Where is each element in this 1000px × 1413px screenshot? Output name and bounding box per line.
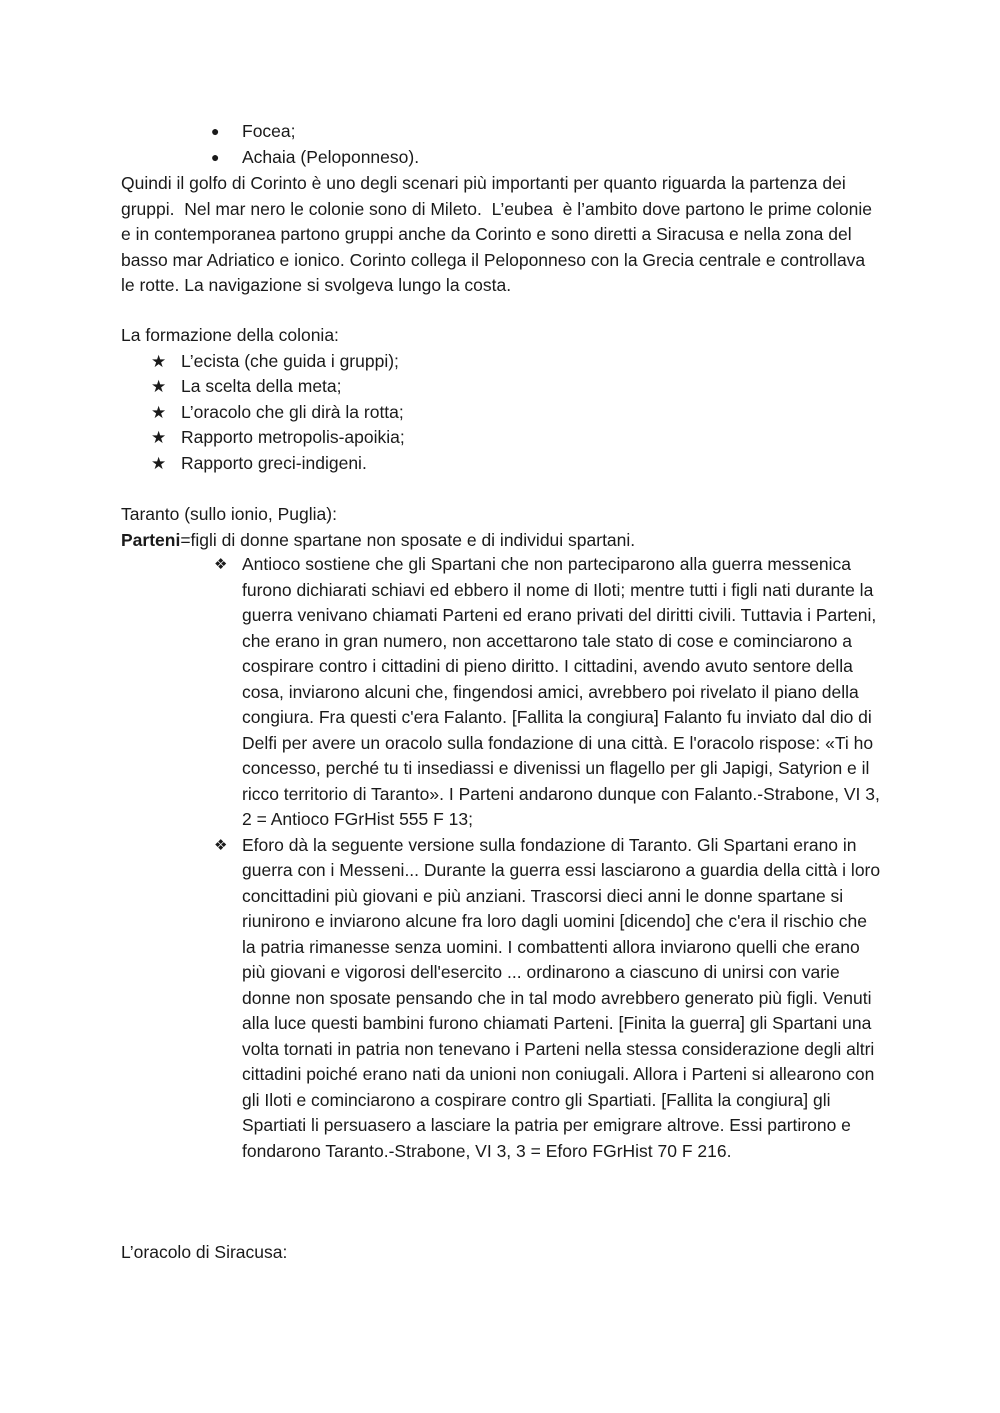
list-item: ★ Rapporto metropolis-apoikia; (121, 425, 891, 451)
diamond-bullet-icon: ❖ (214, 556, 228, 573)
list-item: ★ L’ecista (che guida i gruppi); (121, 349, 891, 375)
diamond-bullet-icon: ❖ (214, 836, 228, 854)
bullet-dot-icon: ● (211, 148, 220, 165)
list-item: ★ La scelta della meta; (121, 374, 891, 400)
parteni-definition: Parteni=figli di donne spartane non sposate e di individui spartani. (121, 529, 636, 550)
quote-eforo: ❖ Eforo dà la seguente versione sulla fondazione di Taranto. Gli Spartani erano in guerra con i Messeni... Durante la guerra essi lasciarono a guardia della città i loro concittadini più giovani e più anziani. Trascorsi dieci anni le donne spartane si riunirono e inviarono alcune fra loro dagli uomini [dicendo] che c'era il rischio che la patria rimanesse senza uomini. I combattenti allora inviarono quelli che erano più giovani e vigorosi dell'esercito ... ordinarono a ciascuno di unirsi con varie donne non sposate pensando che in tal modo avrebbero generato più figli. Venuti alla luce questi bambini furono chiamati Parteni. [Finita la guerra] gli Spartani una volta tornati in patria non tenevano i Parteni nella stessa considerazione degli altri cittadini poiché erano nati da unioni non coniugali. Allora i Parteni si allearono con gli Iloti e cominciarono a cospirare contro gli Spartiati. [Fallita la congiura] gli Spartiati li persuasero a lasciare la patria per emigrare altrove. Essi partirono e fondarono Taranto.-Strabone, VI 3, 3 = Eforo FGrHist 70 F 216. (214, 834, 881, 1161)
intro-paragraph: Quindi il golfo di Corinto è uno degli scenari più importanti per quanto riguarda la partenza dei gruppi. Nel mar nero le colonie sono di Mileto. L’eubea è l’ambito dove partono le prime colonie e in contemporanea partono gruppi anche da Corinto e sono diretti a Siracusa e nella zona del basso mar Adriatico e ionico. Corinto collega il Peloponneso con la Grecia centrale e controllava le rotte. La navigazione si svolgeva lungo la costa. (121, 173, 877, 295)
taranto-quotes (121, 552, 891, 1164)
list-item: ● Focea; (121, 119, 891, 145)
siracusa-heading: L’oracolo di Siracusa: (121, 1242, 288, 1262)
star-icon: ★ (151, 428, 167, 447)
star-icon: ★ (151, 377, 167, 396)
list-item: ★ L’oracolo che gli dirà la rotta; (121, 400, 891, 426)
list-item: ★ Rapporto greci-indigeni. (121, 451, 891, 477)
star-icon: ★ (151, 453, 167, 473)
formation-list (121, 349, 891, 477)
parteni-term: Parteni (121, 529, 181, 550)
list-item: ● Achaia (Peloponneso). (121, 145, 891, 171)
formation-section (121, 323, 891, 476)
formation-heading: La formazione della colonia: (121, 325, 339, 345)
star-icon: ★ (151, 402, 167, 422)
top-bullet-list (121, 119, 891, 170)
taranto-section (121, 502, 891, 553)
siracusa-section (121, 1240, 891, 1266)
quote-antioco: ❖ Antioco sostiene che gli Spartani che non parteciparono alla guerra messenica furono dichiarati schiavi ed ebbero il nome di Iloti; mentre tutti i figli nati durante la guerra venivano chiamati Parteni ed erano privati del diritti civili. Tuttavia i Parteni, che erano in gran numero, non accettarono tale stato di cose e cominciarono a cospirare contro i cittadini di pieno diritto. I cittadini, avendo avuto sentore della cosa, inviarono alcuni che, fingendosi amici, avrebbero poi rivelato il piano della congiura. Fra questi c'era Falanto. [Fallita la congiura] Falanto fu inviato dal dio di Delfi per avere un oracolo sulla fondazione di una città. E l'oracolo rispose: «Ti ho concesso, perché tu ti insediassi e divenissi un flagello per gli Japigi, Satyrion e il ricco territorio di Taranto». I Parteni andarono dunque con Falanto.-Strabone, VI 3, 2 = Antioco FGrHist 555 F 13; (214, 554, 880, 829)
taranto-heading: Taranto (sullo ionio, Puglia): (121, 504, 337, 524)
bullet-dot-icon: ● (211, 123, 220, 139)
star-icon: ★ (151, 351, 167, 371)
